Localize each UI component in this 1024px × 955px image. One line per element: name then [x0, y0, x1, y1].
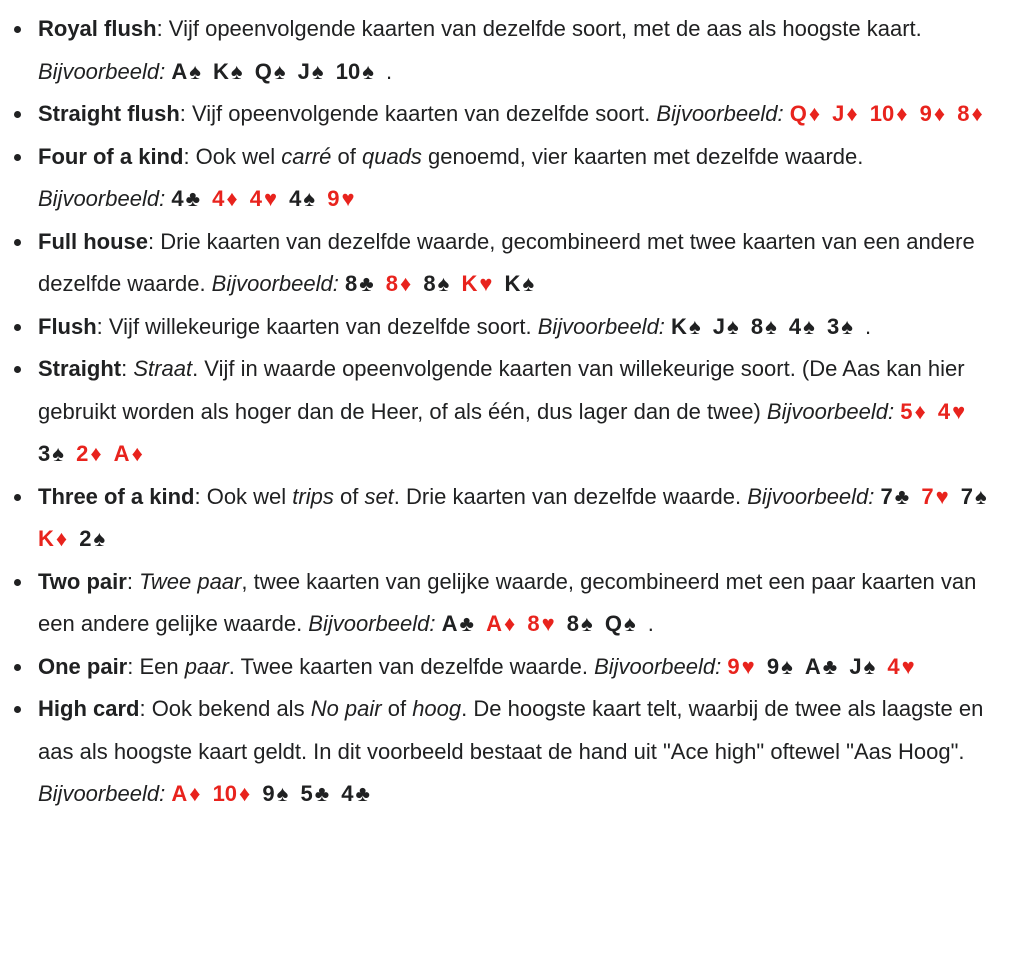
card-rank: 8: [385, 271, 399, 296]
description-text: of: [381, 696, 413, 721]
card-rank: 10: [212, 781, 238, 806]
emphasis-text: hoog: [412, 696, 462, 721]
bullet-icon: [14, 706, 21, 713]
heart-icon: ♥: [341, 186, 355, 211]
card-rank: A: [171, 58, 188, 84]
hand-item: [38, 688, 994, 816]
playing-card: [832, 101, 857, 126]
playing-card: [262, 781, 288, 806]
spade-icon: ♠: [230, 58, 243, 84]
playing-card: [957, 101, 982, 126]
emphasis-text: No pair: [310, 696, 382, 721]
heart-icon: ♥: [741, 653, 755, 679]
spade-icon: ♠: [803, 313, 815, 339]
playing-card: [605, 611, 636, 636]
card-rank: 7: [880, 483, 893, 509]
example-label: Bijvoorbeeld:: [38, 58, 166, 84]
playing-card: [881, 484, 910, 509]
playing-card: [79, 526, 105, 551]
playing-card: [171, 781, 200, 806]
spade-icon: ♠: [276, 781, 289, 806]
emphasis-text: Straat: [133, 356, 193, 381]
hand-item: [38, 561, 994, 646]
description-text: :: [126, 568, 140, 594]
playing-card: [849, 654, 875, 679]
spade-icon: ♠: [688, 313, 701, 339]
diamond-icon: ♦: [846, 101, 858, 126]
emphasis-text: quads: [361, 143, 422, 169]
playing-card: [386, 271, 411, 296]
description-text: :: [121, 356, 134, 381]
card-rank: 3: [826, 313, 840, 339]
description-text: genoemd, vier kaarten met dezelfde waarde.: [421, 143, 864, 169]
emphasis-text: trips: [292, 483, 334, 509]
card-rank: A: [171, 781, 188, 806]
card-rank: 9: [727, 653, 740, 679]
spade-icon: ♠: [303, 186, 316, 211]
card-rank: A: [486, 611, 502, 636]
diamond-icon: ♦: [896, 101, 908, 126]
playing-card: [341, 781, 370, 806]
example-label: Bijvoorbeeld:: [747, 483, 875, 509]
card-rank: 9: [262, 781, 275, 806]
spade-icon: ♠: [362, 58, 374, 84]
spade-icon: ♠: [841, 313, 853, 339]
playing-card: [255, 59, 286, 84]
diamond-icon: ♦: [226, 186, 238, 211]
playing-card: [713, 314, 739, 339]
spade-icon: ♠: [437, 271, 450, 296]
description-text: : Ook bekend als: [139, 696, 311, 721]
hand-item: [38, 646, 994, 689]
description-text: . Vijf in waarde opeenvolgende kaarten van willekeurige soort. (De Aas kan hier gebruikt worden als hoger dan de Heer, of als één, dus lager dan de twee): [38, 356, 965, 424]
card-rank: A: [113, 441, 130, 466]
hand-name: Three of a kind: [38, 483, 195, 509]
hand-item: [38, 221, 994, 306]
playing-card: [505, 271, 535, 296]
card-rank: J: [297, 58, 310, 84]
hand-name: Four of a kind: [38, 143, 184, 169]
playing-card: [171, 59, 201, 84]
card-rank: Q: [254, 58, 272, 84]
heart-icon: ♥: [935, 483, 949, 509]
hand-name: Two pair: [38, 568, 127, 594]
hand-item: [38, 93, 994, 136]
spade-icon: ♠: [522, 271, 535, 296]
card-rank: 10: [869, 101, 895, 126]
example-label: Bijvoorbeeld:: [308, 611, 436, 636]
spade-icon: ♠: [765, 313, 777, 339]
hand-item: [38, 8, 994, 93]
spade-icon: ♠: [581, 611, 593, 636]
playing-card: [76, 441, 101, 466]
playing-card: [213, 59, 243, 84]
diamond-icon: ♦: [189, 781, 201, 806]
playing-card: [789, 314, 815, 339]
card-rank: 8: [957, 101, 970, 126]
playing-card: [727, 654, 754, 679]
card-rank: J: [832, 101, 845, 126]
bullet-icon: [14, 324, 21, 331]
card-rank: J: [712, 313, 725, 339]
playing-card: [486, 611, 515, 636]
playing-card: [671, 314, 701, 339]
playing-card: [461, 271, 492, 296]
spade-icon: ♠: [975, 483, 987, 509]
card-rank: A: [441, 611, 458, 636]
playing-card: [423, 271, 449, 296]
spade-icon: ♠: [863, 653, 876, 679]
diamond-icon: ♦: [400, 271, 412, 296]
card-rank: 9: [766, 653, 780, 679]
spade-icon: ♠: [727, 313, 739, 339]
example-label: Bijvoorbeeld:: [766, 398, 895, 424]
bullet-icon: [14, 26, 21, 33]
hand-name: Royal flush: [38, 16, 157, 41]
playing-card: [751, 314, 777, 339]
card-rank: 4: [887, 653, 900, 679]
playing-card: [921, 484, 948, 509]
club-icon: ♣: [314, 781, 330, 806]
diamond-icon: ♦: [55, 526, 68, 551]
playing-card: [442, 611, 474, 636]
bullet-icon: [14, 664, 21, 671]
description-text: of: [333, 483, 365, 509]
spade-icon: ♠: [52, 441, 64, 466]
description-text: : Drie kaarten van dezelfde waarde, gecombineerd met twee kaarten van een andere dezelfde waarde.: [38, 228, 975, 296]
playing-card: [250, 186, 277, 211]
bullet-icon: [14, 366, 21, 373]
card-rank: Q: [604, 611, 622, 636]
bullet-icon: [14, 494, 21, 501]
diamond-icon: ♦: [131, 441, 143, 466]
hand-name: One pair: [38, 653, 128, 679]
description-text: of: [331, 143, 362, 169]
diamond-icon: ♦: [808, 101, 821, 126]
emphasis-text: carré: [281, 143, 332, 169]
playing-card: [327, 186, 354, 211]
trailing-punctuation: .: [647, 611, 654, 636]
card-rank: 2: [79, 526, 92, 551]
card-rank: 8: [527, 611, 540, 636]
description-text: : Vijf willekeurige kaarten van dezelfde soort.: [96, 313, 538, 339]
card-rank: K: [213, 58, 229, 84]
club-icon: ♣: [459, 611, 474, 636]
bullet-icon: [14, 111, 21, 118]
playing-card: [300, 781, 329, 806]
playing-card: [938, 399, 965, 424]
example-label: Bijvoorbeeld:: [656, 101, 784, 126]
playing-card: [171, 186, 200, 211]
diamond-icon: ♦: [503, 611, 516, 636]
club-icon: ♣: [822, 653, 838, 679]
card-rank: 7: [960, 483, 974, 509]
club-icon: ♣: [185, 186, 200, 211]
emphasis-text: paar: [184, 653, 229, 679]
card-rank: K: [38, 526, 54, 551]
playing-card: [961, 484, 987, 509]
hand-item: [38, 306, 994, 349]
hand-name: Full house: [38, 228, 148, 254]
playing-card: [527, 611, 554, 636]
playing-card: [567, 611, 593, 636]
emphasis-text: Twee paar: [139, 568, 242, 594]
playing-card: [298, 59, 324, 84]
example-label: Bijvoorbeeld:: [594, 653, 722, 679]
playing-card: [920, 101, 945, 126]
emphasis-text: set: [364, 483, 394, 509]
card-rank: 2: [76, 441, 89, 466]
card-rank: K: [504, 271, 521, 296]
card-rank: 7: [921, 483, 934, 509]
card-rank: 5: [900, 398, 913, 424]
card-rank: K: [461, 271, 478, 296]
description-text: . De hoogste kaart telt, waarbij de twee als laagste en aas als hoogste kaart geldt. In dit voorbeeld bestaat de hand uit "Ace high" oftewel "Aas Hoog".: [38, 696, 984, 764]
playing-card: [38, 441, 64, 466]
heart-icon: ♥: [901, 653, 915, 679]
bullet-icon: [14, 579, 21, 586]
bullet-icon: [14, 154, 21, 161]
card-rank: 5: [300, 781, 313, 806]
description-text: . Twee kaarten van dezelfde waarde.: [228, 653, 595, 679]
playing-card: [805, 654, 837, 679]
card-rank: Q: [789, 101, 807, 126]
card-rank: 4: [341, 781, 354, 806]
spade-icon: ♠: [781, 653, 793, 679]
card-rank: 9: [327, 186, 340, 211]
spade-icon: ♠: [273, 58, 286, 84]
playing-card: [790, 101, 820, 126]
card-rank: 9: [919, 101, 932, 126]
diamond-icon: ♦: [239, 781, 251, 806]
trailing-punctuation: .: [386, 58, 393, 84]
spade-icon: ♠: [93, 526, 106, 551]
card-rank: 8: [566, 611, 579, 636]
spade-icon: ♠: [189, 58, 201, 84]
playing-card: [289, 186, 315, 211]
heart-icon: ♥: [541, 611, 555, 636]
card-rank: 4: [788, 313, 802, 339]
playing-card: [336, 59, 374, 84]
playing-card: [213, 781, 251, 806]
heart-icon: ♥: [479, 271, 493, 296]
playing-card: [767, 654, 793, 679]
playing-card: [212, 186, 237, 211]
spade-icon: ♠: [623, 611, 636, 636]
heart-icon: ♥: [952, 398, 966, 424]
hand-item: [38, 476, 994, 561]
description-text: : Ook wel: [194, 483, 293, 509]
playing-card: [38, 526, 67, 551]
hand-name: Straight: [38, 356, 122, 381]
diamond-icon: ♦: [971, 101, 983, 126]
description-text: : Ook wel: [183, 143, 282, 169]
playing-card: [114, 441, 143, 466]
club-icon: ♣: [894, 483, 910, 509]
description-text: . Drie kaarten van dezelfde waarde.: [393, 483, 748, 509]
card-rank: K: [671, 313, 687, 339]
card-rank: 4: [937, 398, 951, 424]
spade-icon: ♠: [311, 58, 324, 84]
example-label: Bijvoorbeeld:: [537, 313, 665, 339]
card-rank: A: [804, 653, 821, 679]
trailing-punctuation: .: [865, 313, 872, 339]
diamond-icon: ♦: [933, 101, 946, 126]
description-text: : Vijf opeenvolgende kaarten van dezelfde soort.: [179, 101, 657, 126]
hand-name: Straight flush: [38, 101, 180, 126]
card-rank: 4: [289, 186, 302, 211]
card-rank: 3: [38, 441, 51, 466]
playing-card: [345, 271, 374, 296]
club-icon: ♣: [355, 781, 370, 806]
playing-card: [827, 314, 853, 339]
card-rank: 8: [423, 271, 436, 296]
example-label: Bijvoorbeeld:: [38, 186, 166, 211]
hand-name: Flush: [38, 313, 97, 339]
club-icon: ♣: [359, 271, 374, 296]
example-label: Bijvoorbeeld:: [38, 781, 166, 806]
card-rank: 4: [171, 186, 184, 211]
diamond-icon: ♦: [914, 398, 926, 424]
description-text: : Vijf opeenvolgende kaarten van dezelfde soort, met de aas als hoogste kaart.: [156, 16, 922, 41]
description-text: : Een: [127, 653, 185, 679]
hand-item: [38, 348, 994, 476]
diamond-icon: ♦: [90, 441, 102, 466]
playing-card: [887, 654, 914, 679]
heart-icon: ♥: [263, 186, 278, 211]
card-rank: 10: [335, 58, 361, 84]
example-label: Bijvoorbeeld:: [211, 271, 339, 296]
card-rank: 8: [750, 313, 764, 339]
description-text: , twee kaarten van gelijke waarde, gecombineerd met een paar kaarten van een andere gelijke waarde.: [38, 568, 977, 636]
hand-name: High card: [38, 696, 140, 721]
playing-card: [870, 101, 908, 126]
bullet-icon: [14, 239, 21, 246]
card-rank: 8: [344, 271, 358, 296]
card-rank: 4: [249, 186, 262, 211]
card-rank: 4: [212, 186, 225, 211]
playing-card: [900, 399, 925, 424]
hand-item: [38, 136, 994, 221]
card-rank: J: [849, 653, 862, 679]
